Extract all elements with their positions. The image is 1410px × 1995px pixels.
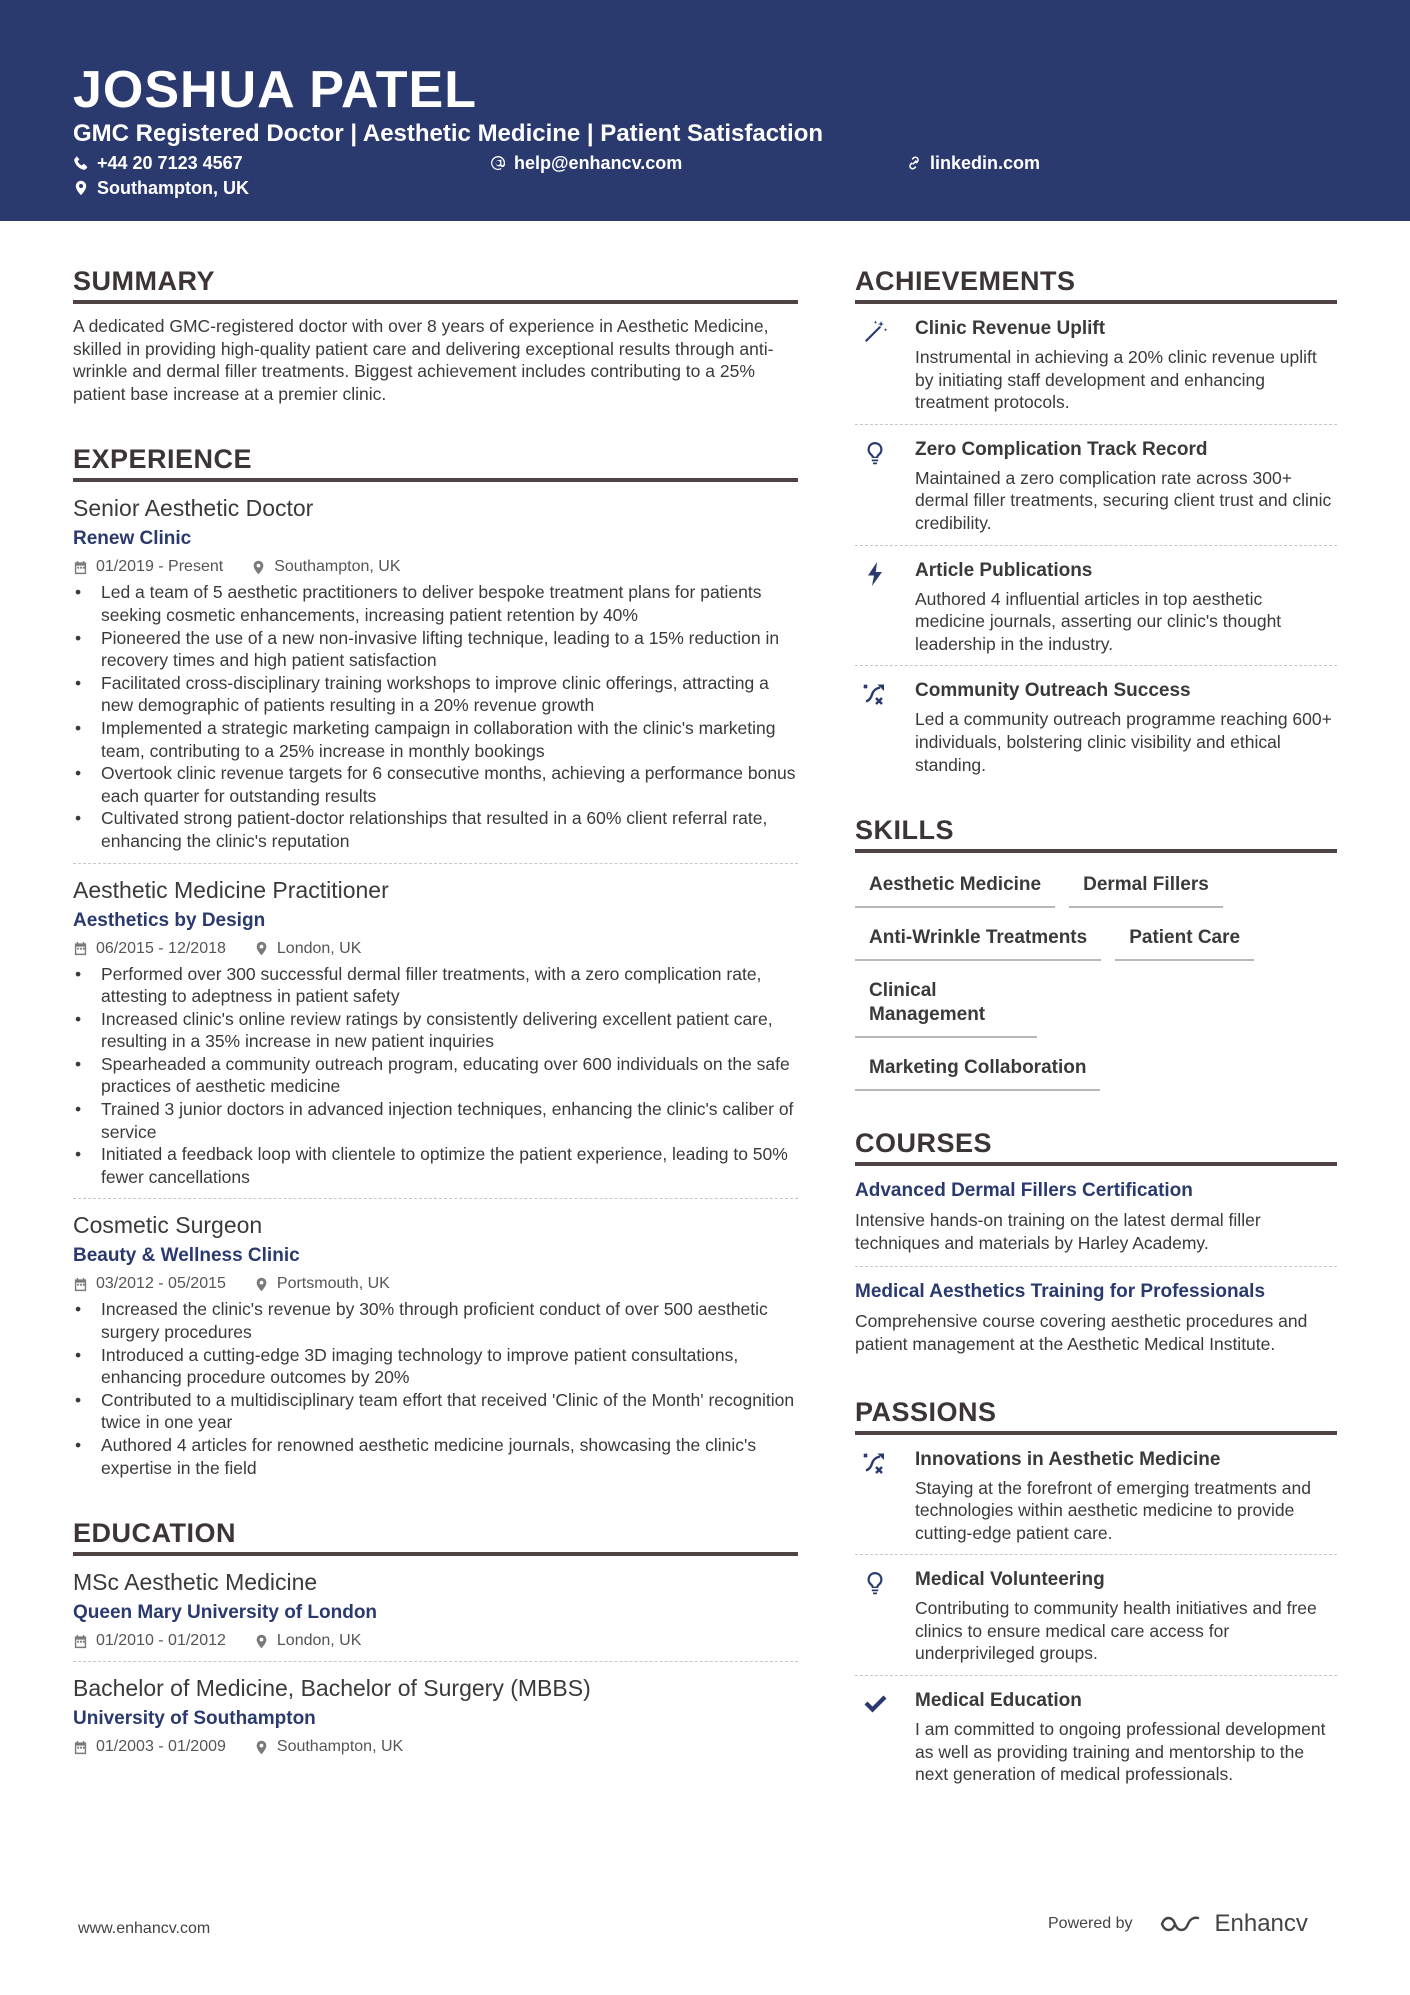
education-location: London, UK [254, 1631, 362, 1651]
degree-title: Bachelor of Medicine, Bachelor of Surgery (MBBS) [73, 1675, 591, 1702]
courses-section [855, 1127, 1337, 1367]
lightbulb-icon [855, 438, 895, 535]
achievement-title: Zero Complication Track Record [915, 438, 1208, 460]
job-bullets [73, 581, 798, 852]
job-location: Southampton, UK [251, 557, 400, 577]
education-dates: 01/2003 - 01/2009 [73, 1737, 226, 1757]
brand-name: Enhancv [1214, 1910, 1308, 1937]
achievement-item [855, 304, 1337, 425]
email-text: help@enhancv.com [514, 153, 683, 173]
education-meta [73, 1631, 798, 1651]
location-text: Southampton, UK [97, 178, 249, 198]
route-arrows-icon [855, 1448, 895, 1545]
job-dates: 03/2012 - 05/2015 [73, 1274, 226, 1294]
experience-entry [73, 863, 798, 1199]
brand-logo[interactable] [1159, 1910, 1308, 1938]
skills-section [855, 814, 1337, 1091]
section-title-passions: PASSIONS [855, 1396, 1337, 1435]
bullet-item: • Cultivated strong patient-doctor relationships that resulted in a 60% client referral rate, enhancing the clinic's reputation [73, 807, 798, 852]
achievement-title: Article Publications [915, 559, 1093, 581]
summary-text: A dedicated GMC-registered doctor with over 8 years of experience in Aesthetic Medicine, skilled in providing high-quality patient care and delivering exceptional results through anti-wrinkle and dermal filler treatments. Biggest achievement includes contributing to a 25% patient base increase at a premier clinic. [73, 316, 774, 404]
experience-entry [73, 494, 798, 862]
achievement-desc: Led a community outreach programme reaching 600+ individuals, bolstering clinic visibility and ethical standing. [915, 709, 1332, 775]
link-icon [906, 155, 922, 171]
degree-title: MSc Aesthetic Medicine [73, 1569, 318, 1596]
skill-tag: Clinical Management [855, 977, 1037, 1038]
phone-icon [73, 155, 89, 171]
location-pin-icon [251, 560, 266, 575]
contact-email[interactable] [490, 152, 682, 174]
course-title: Advanced Dermal Fillers Certification [855, 1180, 1193, 1202]
achievement-desc: Authored 4 influential articles in top aesthetic medicine journals, asserting our clinic's thought leadership in the industry. [915, 588, 1282, 654]
at-sign-icon [490, 155, 506, 171]
powered-by-label: Powered by [1048, 1915, 1133, 1932]
education-section [73, 1517, 798, 1767]
section-title-achievements: ACHIEVEMENTS [855, 265, 1337, 304]
bullet-item: • Led a team of 5 aesthetic practitioners to deliver bespoke treatment plans for patients seeking cosmetic enhancements, increasing patient retention by 40% [73, 581, 798, 626]
section-title-courses: COURSES [855, 1127, 1337, 1166]
phone-text: +44 20 7123 4567 [97, 153, 243, 173]
school-name: University of Southampton [73, 1708, 316, 1730]
section-title-experience: EXPERIENCE [73, 443, 798, 482]
education-location: Southampton, UK [254, 1737, 403, 1757]
passion-title: Innovations in Aesthetic Medicine [915, 1448, 1221, 1470]
location-pin-icon [254, 941, 269, 956]
job-title: Aesthetic Medicine Practitioner [73, 876, 389, 903]
summary-section [73, 265, 798, 405]
passion-item [855, 1435, 1337, 1556]
experience-section [73, 443, 798, 1489]
achievement-desc: Instrumental in achieving a 20% clinic revenue uplift by initiating staff development and enhancing treatment protocols. [915, 347, 1317, 413]
company-name: Beauty & Wellness Clinic [73, 1245, 300, 1267]
passion-desc: I am committed to ongoing professional development as well as providing training and mentorship to the next generation of medical professionals. [915, 1719, 1326, 1785]
achievement-title: Community Outreach Success [915, 680, 1191, 702]
passion-item [855, 1555, 1337, 1676]
education-entry [73, 1568, 798, 1661]
calendar-icon [73, 1277, 88, 1292]
enhancv-logo-icon [1159, 1912, 1205, 1936]
achievement-desc: Maintained a zero complication rate across 300+ dermal filler treatments, securing client trust and clinic credibility. [915, 467, 1332, 533]
left-column [73, 265, 798, 1767]
skill-tag: Marketing Collaboration [855, 1054, 1100, 1091]
skill-tag: Patient Care [1115, 924, 1254, 961]
bullet-item: • Introduced a cutting-edge 3D imaging technology to improve patient consultations, enhancing procedure outcomes by 20% [73, 1344, 798, 1389]
passion-title: Medical Volunteering [915, 1569, 1105, 1591]
bullet-item: • Facilitated cross-disciplinary training workshops to improve clinic offerings, attracting a new demographic of patients resulting in a 20% revenue growth [73, 672, 798, 717]
skill-tag: Dermal Fillers [1069, 871, 1223, 908]
passion-item [855, 1676, 1337, 1796]
location-pin-icon [73, 180, 89, 196]
bullet-item: • Authored 4 articles for renowned aesthetic medicine journals, showcasing the clinic's expertise in the field [73, 1434, 798, 1479]
passion-desc: Staying at the forefront of emerging treatments and technologies within aesthetic medicine to provide cutting-edge patient care. [915, 1477, 1311, 1543]
linkedin-text: linkedin.com [930, 153, 1041, 173]
bullet-item: • Performed over 300 successful dermal filler treatments, with a zero complication rate, attesting to adeptness in patient safety [73, 963, 798, 1008]
job-bullets [73, 963, 798, 1189]
company-name: Aesthetics by Design [73, 909, 266, 931]
achievement-item [855, 546, 1337, 667]
candidate-name: JOSHUA PATEL [73, 61, 477, 119]
bullet-item: • Increased the clinic's revenue by 30% through proficient conduct of over 500 aesthetic surgery procedures [73, 1298, 798, 1343]
section-title-skills: SKILLS [855, 814, 1337, 853]
contact-linkedin[interactable] [906, 152, 1040, 174]
bullet-item: • Increased clinic's online review ratings by consistently delivering excellent patient care, resulting in a 35% increase in new patient inquiries [73, 1008, 798, 1053]
bullet-item: • Spearheaded a community outreach program, educating over 600 individuals on the safe practices of aesthetic medicine [73, 1053, 798, 1098]
bullet-item: • Pioneered the use of a new non-invasive lifting technique, leading to a 15% reduction in recovery times and high patient satisfaction [73, 627, 798, 672]
achievement-item [855, 425, 1337, 546]
resume-header [0, 0, 1410, 221]
section-title-education: EDUCATION [73, 1517, 798, 1556]
course-item [855, 1166, 1337, 1267]
job-bullets [73, 1298, 798, 1479]
job-location: Portsmouth, UK [254, 1274, 390, 1294]
achievements-section [855, 265, 1337, 786]
course-desc: Comprehensive course covering aesthetic procedures and patient management at the Aesthetic Medical Institute. [855, 1311, 1308, 1354]
calendar-icon [73, 1634, 88, 1649]
course-title: Medical Aesthetics Training for Professionals [855, 1281, 1266, 1303]
education-dates: 01/2010 - 01/2012 [73, 1631, 226, 1651]
lightning-icon [855, 559, 895, 656]
passion-desc: Contributing to community health initiatives and free clinics to ensure medical care access for underprivileged groups. [915, 1598, 1317, 1664]
job-title: Cosmetic Surgeon [73, 1212, 263, 1239]
job-meta [73, 939, 798, 959]
company-name: Renew Clinic [73, 528, 192, 550]
bullet-item: • Overtook clinic revenue targets for 6 consecutive months, achieving a performance bonus each quarter for outstanding results [73, 762, 798, 807]
contact-phone[interactable] [73, 152, 243, 174]
footer-website[interactable]: www.enhancv.com [78, 1920, 211, 1937]
passion-title: Medical Education [915, 1690, 1082, 1712]
experience-entry [73, 1198, 798, 1489]
job-location: London, UK [254, 939, 362, 959]
achievement-title: Clinic Revenue Uplift [915, 318, 1106, 339]
job-title: Senior Aesthetic Doctor [73, 495, 314, 522]
magic-wand-icon [855, 317, 895, 414]
location-pin-icon [254, 1740, 269, 1755]
skills-list [855, 871, 1337, 1091]
course-desc: Intensive hands-on training on the latest dermal filler techniques and materials by Harley Academy. [855, 1210, 1261, 1253]
route-arrows-icon [855, 679, 895, 776]
calendar-icon [73, 941, 88, 956]
bullet-item: • Trained 3 junior doctors in advanced injection techniques, enhancing the clinic's caliber of service [73, 1098, 798, 1143]
job-dates: 06/2015 - 12/2018 [73, 939, 226, 959]
school-name: Queen Mary University of London [73, 1602, 378, 1624]
lightbulb-icon [855, 1568, 895, 1665]
bullet-item: • Implemented a strategic marketing campaign in collaboration with the clinic's marketing team, contributing to a 25% increase in monthly bookings [73, 717, 798, 762]
right-column [855, 265, 1337, 1796]
bullet-item: • Contributed to a multidisciplinary team effort that received 'Clinic of the Month' recognition twice in one year [73, 1389, 798, 1434]
checkmark-icon [855, 1689, 895, 1786]
footer-branding [1048, 1910, 1308, 1938]
calendar-icon [73, 560, 88, 575]
candidate-headline: GMC Registered Doctor | Aesthetic Medicine | Patient Satisfaction [73, 120, 824, 147]
job-meta [73, 557, 798, 577]
skill-tag: Anti-Wrinkle Treatments [855, 924, 1101, 961]
education-entry [73, 1661, 798, 1767]
passions-section [855, 1396, 1337, 1796]
course-item [855, 1267, 1337, 1367]
location-pin-icon [254, 1277, 269, 1292]
contact-location [73, 177, 249, 199]
job-meta [73, 1274, 798, 1294]
location-pin-icon [254, 1634, 269, 1649]
achievement-item [855, 666, 1337, 786]
job-dates: 01/2019 - Present [73, 557, 223, 577]
bullet-item: • Initiated a feedback loop with clientele to optimize the patient experience, leading to 50% fewer cancellations [73, 1143, 798, 1188]
education-meta [73, 1737, 798, 1757]
section-title-summary: SUMMARY [73, 265, 798, 304]
calendar-icon [73, 1740, 88, 1755]
skill-tag: Aesthetic Medicine [855, 871, 1055, 908]
